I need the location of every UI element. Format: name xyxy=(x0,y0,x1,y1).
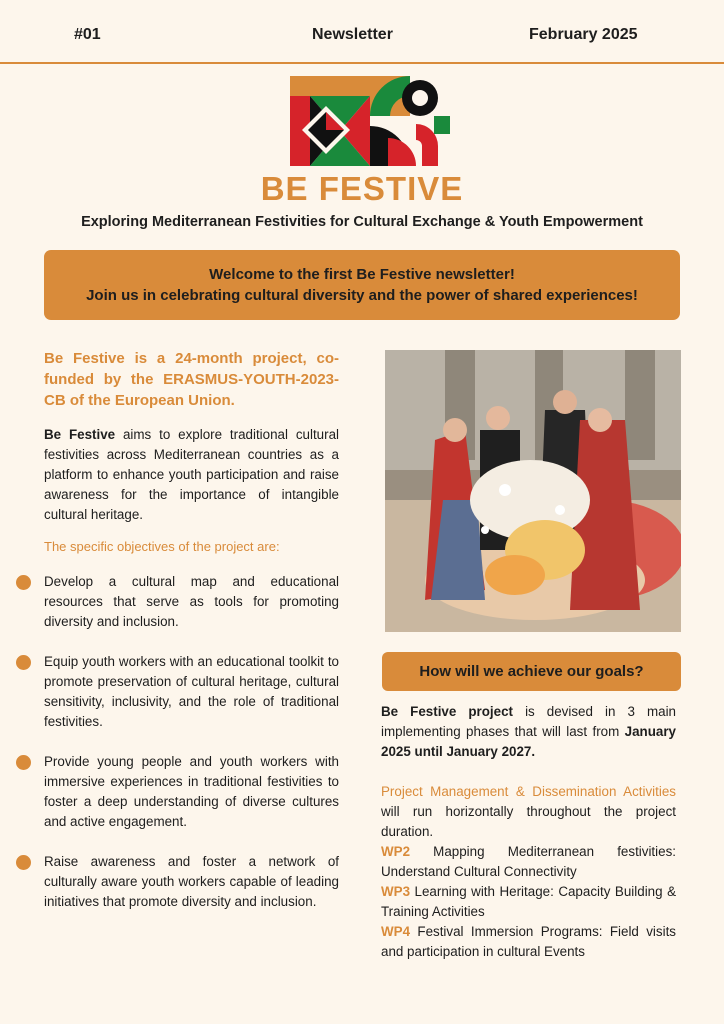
work-package-item xyxy=(381,882,676,922)
objective-text: Raise awareness and foster a network of culturally aware youth workers capable of leading initiatives that promote diversity and inclusion. xyxy=(44,854,339,909)
pm-text: will run horizontally throughout the project duration. xyxy=(381,804,676,839)
brand-name: BE FESTIVE xyxy=(260,170,464,207)
be-festive-logo xyxy=(288,76,452,168)
wp-code: WP2 xyxy=(381,844,411,859)
wp-code: WP4 xyxy=(381,924,411,939)
work-package-item xyxy=(381,922,676,962)
objectives-heading: The specific objectives of the project are: xyxy=(44,539,280,554)
project-lead: Be Festive is a 24-month project, co-funded by the ERASMUS-YOUTH-2023-CB of the European Union. xyxy=(44,350,339,409)
objective-text: Equip youth workers with an educational toolkit to promote preservation of cultural heritage, cultural sensitivity, inclusivity, and the role of traditional festivities. xyxy=(44,654,339,729)
header-date: February 2025 xyxy=(529,26,638,43)
wp-code: WP3 xyxy=(381,884,411,899)
wp-text: Festival Immersion Programs: Field visits and participation in cultural Events xyxy=(381,924,676,959)
bullet-icon xyxy=(16,655,31,670)
phases-bold: Be Festive project xyxy=(381,704,514,719)
wp-text: Learning with Heritage: Capacity Building & Training Activities xyxy=(381,884,676,919)
objective-text: Provide young people and youth workers with immersive experiences in traditional festivities to foster a deep understanding of diverse cultures and active engagement. xyxy=(44,754,339,829)
festival-photo xyxy=(385,350,681,632)
phases-paragraph xyxy=(381,702,676,762)
goals-heading: How will we achieve our goals? xyxy=(382,652,681,691)
objective-item xyxy=(44,652,339,732)
project-management-paragraph xyxy=(381,782,676,842)
objective-item xyxy=(44,752,339,832)
project-intro xyxy=(44,425,339,525)
phases-dates: January 2025 until January 2027. xyxy=(381,724,676,759)
right-column xyxy=(381,702,676,962)
welcome-line-2: Join us in celebrating cultural diversity and the power of shared experiences! xyxy=(86,287,638,304)
objective-item xyxy=(44,852,339,912)
issue-number: #01 xyxy=(74,26,101,43)
intro-bold: Be Festive xyxy=(44,427,116,442)
header-title: Newsletter xyxy=(312,26,393,43)
welcome-banner xyxy=(44,250,680,320)
phases-text: is devised in 3 main implementing phases that will last from xyxy=(381,704,676,739)
objective-text: Develop a cultural map and educational resources that serve as tools for promoting diversity and inclusion. xyxy=(44,574,339,629)
pm-label: Project Management & Dissemination Activities xyxy=(381,784,676,799)
header-divider xyxy=(0,62,724,64)
welcome-line-1: Welcome to the first Be Festive newsletter! xyxy=(209,266,515,283)
wp-text: Mapping Mediterranean festivities: Understand Cultural Connectivity xyxy=(381,844,676,879)
page-header xyxy=(0,0,724,62)
left-column xyxy=(44,348,339,912)
intro-text: aims to explore traditional cultural festivities across Mediterranean countries as a platform to enhance youth participation and raise awareness for the importance of intangible cultural heritage. xyxy=(44,427,339,522)
work-package-item xyxy=(381,842,676,882)
bullet-icon xyxy=(16,575,31,590)
objective-item xyxy=(44,572,339,632)
bullet-icon xyxy=(16,755,31,770)
bullet-icon xyxy=(16,855,31,870)
brand-subtitle: Exploring Mediterranean Festivities for Cultural Exchange & Youth Empowerment xyxy=(81,214,643,230)
